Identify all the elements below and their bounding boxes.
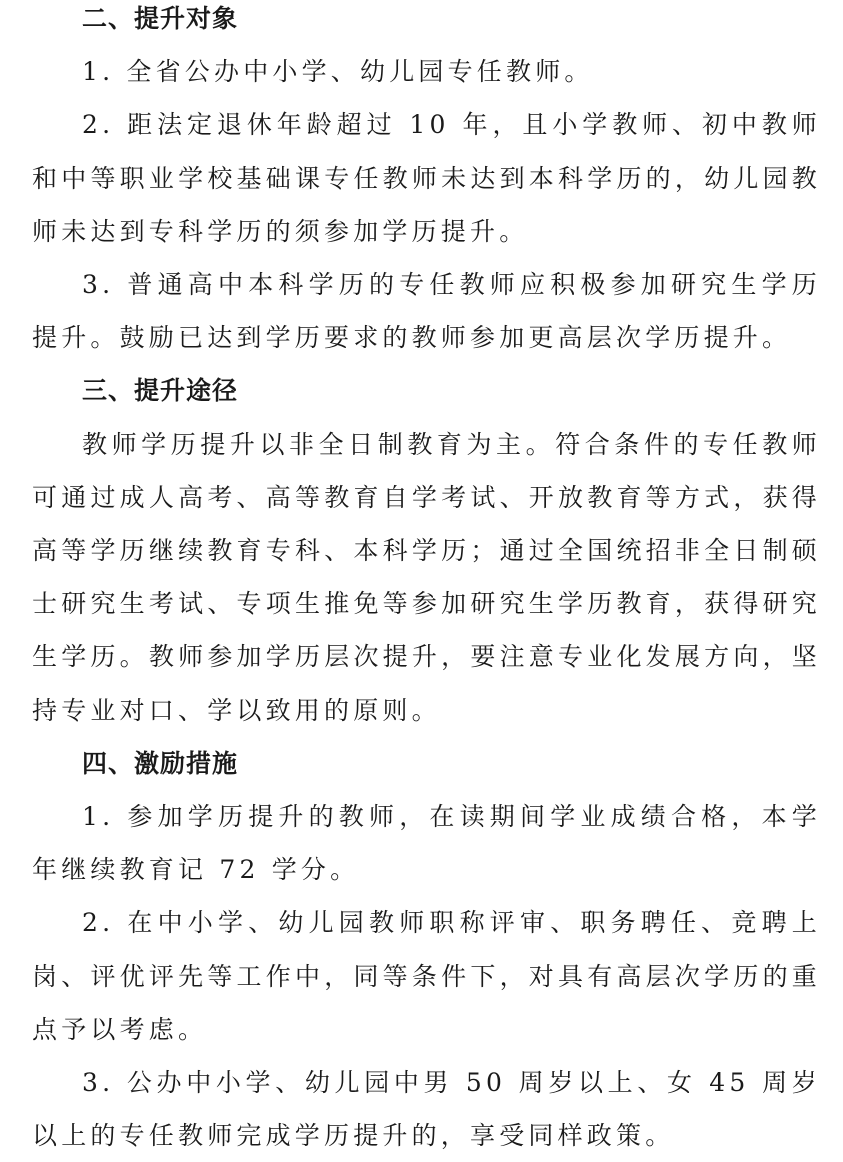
section-heading-incentives: 四、激励措施 xyxy=(82,748,239,778)
paragraph-incentive-3: 3. 公办中小学、幼儿园中男 50 周岁以上、女 45 周岁以上的专任教师完成学历提升的，享受同样政策。 xyxy=(32,1068,821,1151)
paragraph-target-1: 1. 全省公办中小学、幼儿园专任教师。 xyxy=(82,57,594,87)
paragraph-pathways: 教师学历提升以非全日制教育为主。符合条件的专任教师可通过成人高考、高等教育自学考试、开放教育等方式，获得高等学历继续教育专科、本科学历；通过全国统招非全日制硕士研究生考试、专项生推免等参加研究生学历教育，获得研究生学历。教师参加学历层次提升，要注意专业化发展方向，坚持专业对口、学以致用的原则。 xyxy=(32,429,821,725)
section-heading-targets: 二、提升对象 xyxy=(82,4,239,33)
paragraph-incentive-1: 1. 参加学历提升的教师，在读期间学业成绩合格，本学年继续教育记 72 学分。 xyxy=(32,802,821,885)
paragraph-target-3: 3. 普通高中本科学历的专任教师应积极参加研究生学历提升。鼓励已达到学历要求的教师参加更高层次学历提升。 xyxy=(32,270,821,353)
section-heading-pathways: 三、提升途径 xyxy=(82,376,239,406)
paragraph-target-2: 2. 距法定退休年龄超过 10 年，且小学教师、初中教师和中等职业学校基础课专任教师未达到本科学历的，幼儿园教师未达到专科学历的须参加学历提升。 xyxy=(32,110,821,246)
paragraph-incentive-2: 2. 在中小学、幼儿园教师职称评审、职务聘任、竞聘上岗、评优评先等工作中，同等条件下，对具有高层次学历的重点予以考虑。 xyxy=(32,908,821,1044)
